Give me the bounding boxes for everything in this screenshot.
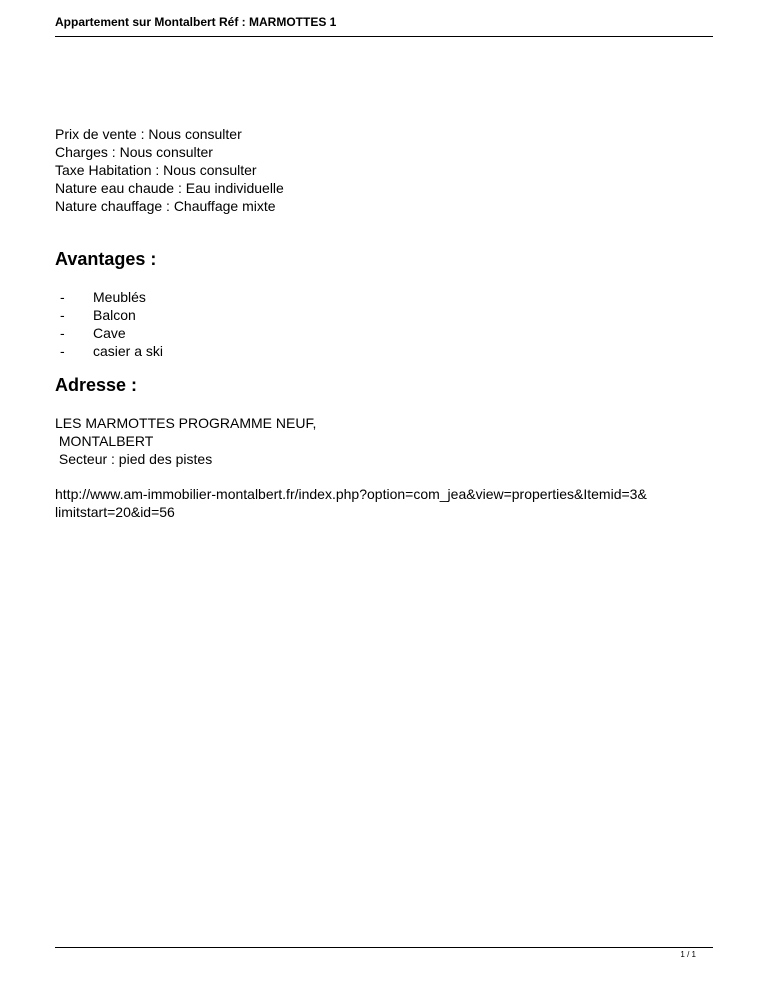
list-item-label: Balcon xyxy=(93,307,136,323)
list-item-label: casier a ski xyxy=(93,343,164,359)
footer-divider xyxy=(55,947,713,948)
property-details xyxy=(55,125,284,215)
list-item xyxy=(60,342,163,360)
list-bullet: - xyxy=(60,289,65,305)
address-block xyxy=(55,414,316,468)
list-bullet: - xyxy=(60,343,65,359)
source-url-line: limitstart=20&id=56 xyxy=(55,504,175,520)
detail-price: Prix de vente : Nous consulter xyxy=(55,126,242,142)
detail-eau-chaude: Nature eau chaude : Eau individuelle xyxy=(55,180,284,196)
source-url xyxy=(55,485,715,521)
list-item xyxy=(60,306,163,324)
page-number: 1 / 1 xyxy=(680,950,696,959)
adresse-heading: Adresse : xyxy=(55,375,138,395)
list-item xyxy=(60,288,163,306)
list-bullet: - xyxy=(60,307,65,323)
list-item-label: Meublés xyxy=(93,289,146,305)
address-line: Secteur : pied des pistes xyxy=(55,451,213,467)
detail-taxe-habitation: Taxe Habitation : Nous consulter xyxy=(55,162,257,178)
document-title: Appartement sur Montalbert Réf : MARMOTTES 1 xyxy=(55,15,337,29)
page-header xyxy=(55,12,713,37)
source-url-line: http://www.am-immobilier-montalbert.fr/index.php?option=com_jea&view=properties&Itemid=3& xyxy=(55,486,647,502)
address-line: MONTALBERT xyxy=(55,433,154,449)
list-item-label: Cave xyxy=(93,325,126,341)
detail-charges: Charges : Nous consulter xyxy=(55,144,213,160)
address-line: LES MARMOTTES PROGRAMME NEUF, xyxy=(55,415,317,431)
list-item xyxy=(60,324,163,342)
detail-chauffage: Nature chauffage : Chauffage mixte xyxy=(55,198,276,214)
list-bullet: - xyxy=(60,325,65,341)
avantages-list xyxy=(60,288,163,360)
avantages-heading: Avantages : xyxy=(55,249,157,269)
